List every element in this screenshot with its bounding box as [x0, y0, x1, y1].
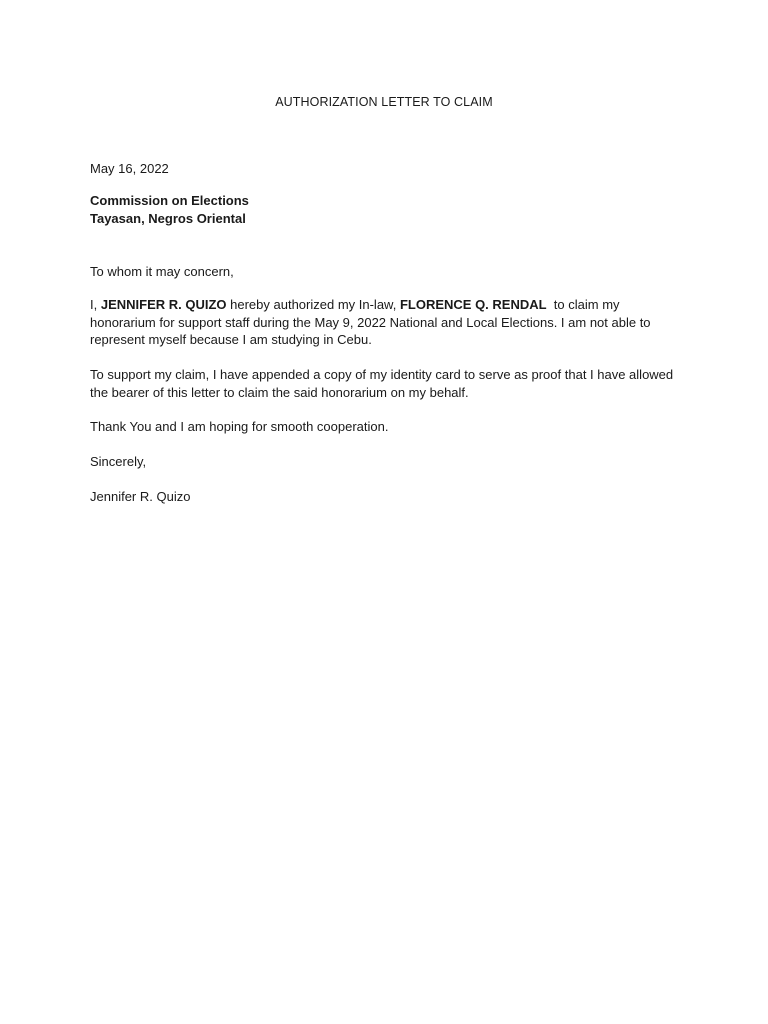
authorized-person-name: FLORENCE Q. RENDAL	[399, 297, 547, 312]
closing: Sincerely,	[90, 454, 147, 469]
letter-date: May 16, 2022	[90, 161, 169, 176]
recipient-address	[90, 192, 680, 227]
paragraph-1-middle: hereby authorized my In-law,	[226, 297, 400, 312]
body-paragraph-3: Thank You and I am hoping for smooth cooperation.	[90, 419, 389, 434]
authorizer-name: JENNIFER R. QUIZO	[100, 297, 227, 312]
body-paragraph-2: To support my claim, I have appended a copy of my identity card to serve as proof that I have allowed the bearer of this letter to claim the said honorarium on my behalf.	[90, 367, 674, 400]
paragraph-1-suffix: to claim my honorarium for support staff during the May 9, 2022 National and Local Elections. I am not able to represent myself because I am studying in Cebu.	[90, 297, 655, 347]
recipient-line-1: Commission on Elections	[90, 193, 249, 208]
body-paragraph-1	[90, 296, 680, 349]
salutation: To whom it may concern,	[90, 264, 234, 279]
letter-title: AUTHORIZATION LETTER TO CLAIM	[275, 95, 493, 109]
paragraph-1-prefix: I,	[90, 297, 101, 312]
signature-name: Jennifer R. Quizo	[90, 489, 191, 504]
recipient-line-2: Tayasan, Negros Oriental	[90, 210, 246, 226]
